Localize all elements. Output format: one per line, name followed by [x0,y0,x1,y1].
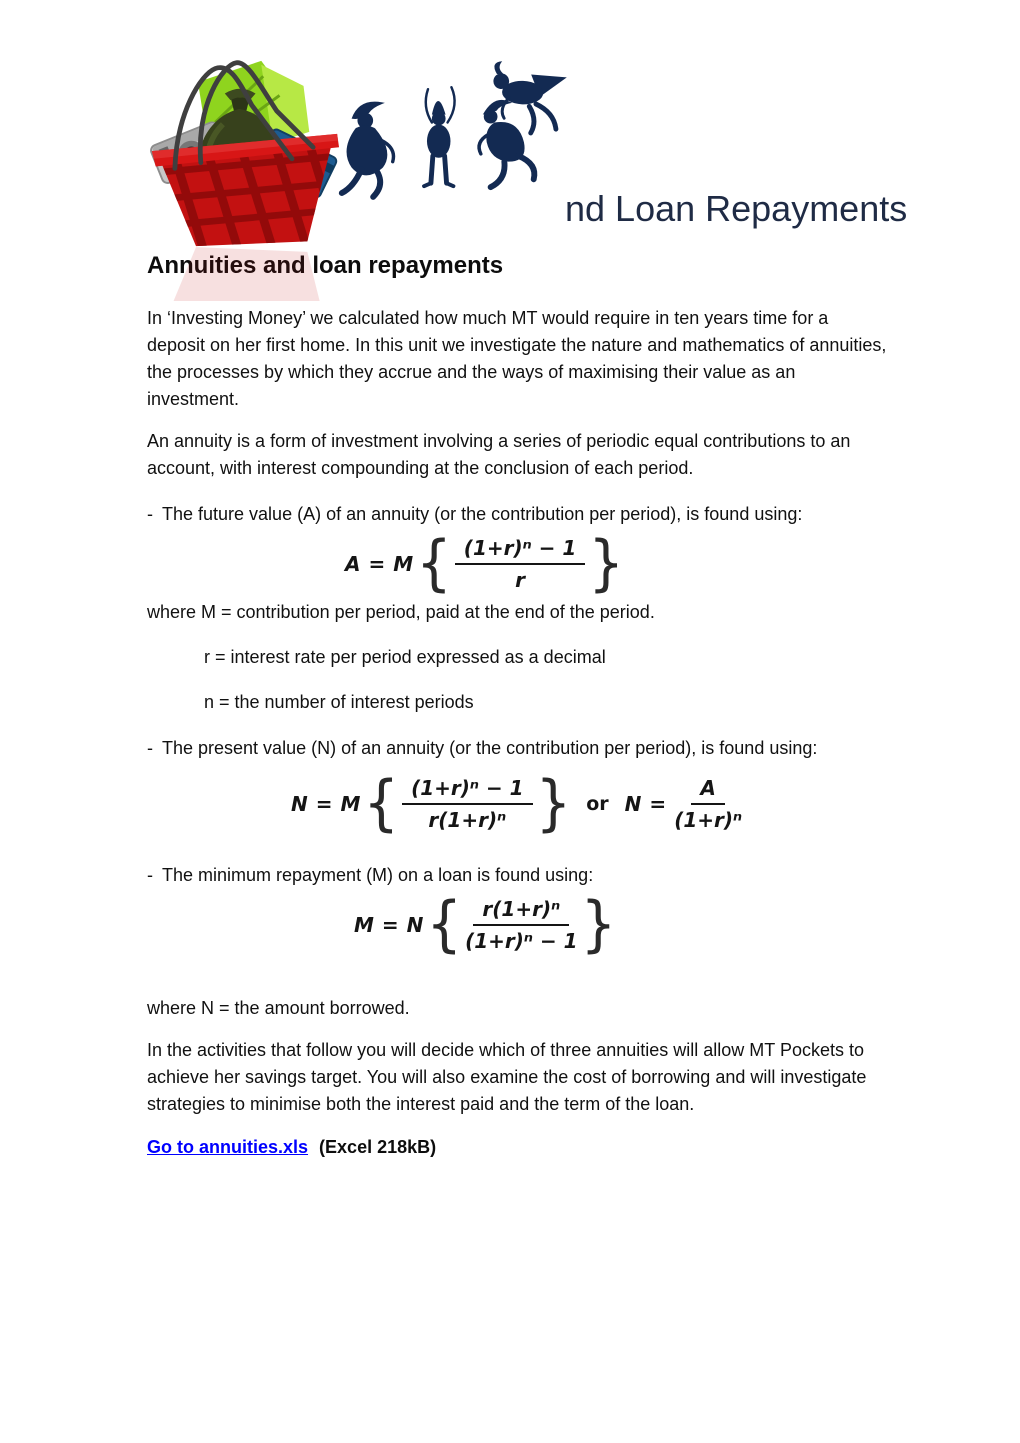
close-brace: } [580,889,617,960]
bullet-text: The minimum repayment (M) on a loan is found using: [162,865,594,885]
bullet-marker: - [147,738,153,758]
section-heading: Annuities and loan repayments [147,252,504,279]
close-brace: } [535,768,572,839]
numerator: r(1+r)ⁿ [473,897,569,926]
close-brace: } [588,528,624,599]
basket-reflection [152,247,339,301]
equals-sign: = [368,552,386,576]
bullet-text: The future value (A) of an annuity (or the contribution per period), is found using: [162,504,803,524]
denominator: r [515,568,525,592]
dancing-figures-icon [332,56,567,236]
money-basket-icon [148,55,340,301]
formula-min-repayment [352,889,889,960]
formula-lhs: M [354,913,374,937]
fraction [402,776,533,832]
formula-future-value [343,528,889,599]
bullet-future-value [147,501,889,528]
equals-sign: = [381,913,399,937]
dancer-silhouette [342,102,394,197]
fraction [674,776,742,832]
header [0,0,1020,250]
numerator: A [691,776,724,805]
page-title: nd Loan Repayments [565,188,908,229]
bullet-marker: - [147,865,153,885]
open-brace: { [426,889,463,960]
denominator: (1+r)ⁿ [674,808,743,832]
document-body [147,250,889,1161]
download-line [147,1134,889,1161]
formula-lhs: N [624,792,642,816]
or-label: or [586,792,609,815]
numerator: (1+r)ⁿ − 1 [402,776,533,805]
formula-lhs: A [345,552,361,576]
denominator: r(1+r)ⁿ [428,808,507,832]
bullet-present-value [147,735,889,762]
formula-coefficient: M [340,792,361,816]
file-size-label: (Excel 218kB) [319,1137,437,1157]
fraction [465,897,578,953]
annuities-xls-link[interactable]: Go to annuities.xls [147,1137,309,1157]
definition-where-m: where M = contribution per period, paid at the end of the period. [147,602,655,622]
formula-present-value [289,768,889,839]
open-brace: { [416,528,452,599]
equals-sign: = [649,792,667,816]
bullet-marker: - [147,504,153,524]
bullet-text: The present value (N) of an annuity (or the contribution per period), is found using: [162,738,818,758]
numerator: (1+r)ⁿ − 1 [455,536,586,565]
denominator: (1+r)ⁿ − 1 [465,929,578,953]
dancer-silhouette [479,100,534,187]
bullet-min-repayment [147,862,889,889]
paragraph-intro-1: In ‘Investing Money’ we calculated how much MT would require in ten years time for a deposit on her first home. In this unit we investigate the nature and mathematics of annuities, the processes by which they accrue and the ways of maximising their value as an investment. [147,308,887,409]
formula-lhs: N [291,792,308,816]
fraction [455,536,586,592]
definition-n: n = the number of interest periods [204,692,474,712]
open-brace: { [363,768,400,839]
paragraph-intro-2: An annuity is a form of investment involving a series of periodic equal contributions to an account, with interest compounding at the conclusion of each period. [147,431,851,478]
definition-r: r = interest rate per period expressed as a decimal [204,647,606,667]
dancer-silhouette [424,87,455,186]
formula-coefficient: M [393,552,414,576]
equals-sign: = [315,792,333,816]
formula-coefficient: N [406,913,424,937]
paragraph-closing: In the activities that follow you will decide which of three annuities will allow MT Pockets to achieve her savings target. You will also examine the cost of borrowing and will investigate strategies to minimise both the interest paid and the term of the loan. [147,1040,867,1114]
definition-where-n: where N = the amount borrowed. [147,998,410,1018]
